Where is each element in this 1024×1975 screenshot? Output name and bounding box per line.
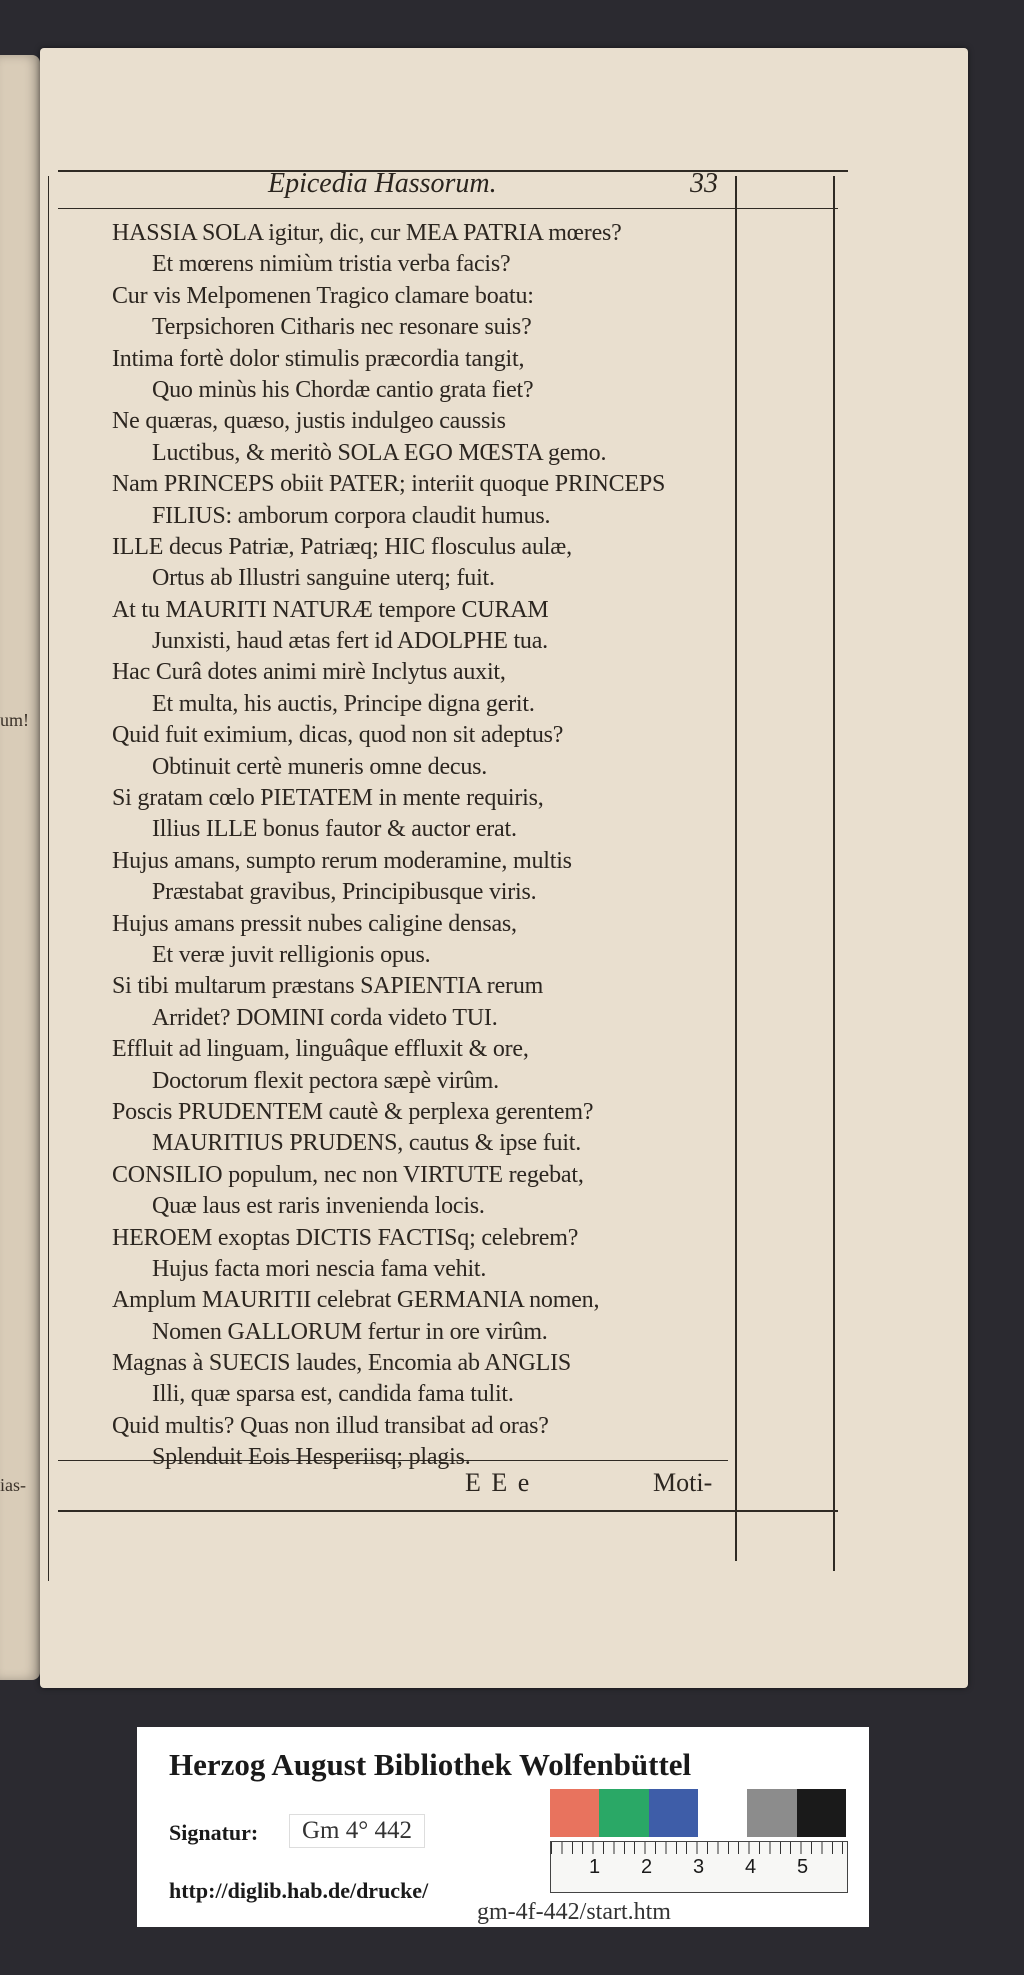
library-url[interactable]: http://diglib.hab.de/drucke/ <box>169 1878 429 1903</box>
footer-rule-lower <box>58 1510 838 1512</box>
color-swatch <box>698 1789 747 1837</box>
verse-line: At tu MAURITI NATURÆ tempore CURAM <box>112 596 549 623</box>
adjacent-page-fragment: um! <box>0 710 29 730</box>
color-swatch <box>599 1789 648 1837</box>
color-swatch <box>550 1789 599 1837</box>
verse-line: CONSILIO populum, nec non VIRTUTE regebat, <box>112 1161 584 1188</box>
verse-line: Luctibus, & meritò SOLA EGO MŒSTA gemo. <box>152 439 607 466</box>
verse-line: Hujus amans, sumpto rerum moderamine, multis <box>112 847 572 874</box>
verse-line: Quo minùs his Chordæ cantio grata fiet? <box>152 376 534 403</box>
verse-line: Effluit ad linguam, linguâque effluxit & ore, <box>112 1036 529 1063</box>
verse-line: MAURITIUS PRUDENS, cautus & ipse fuit. <box>152 1130 582 1157</box>
ruler-number: 2 <box>641 1856 653 1878</box>
color-swatch <box>797 1789 846 1837</box>
verse-line: Hac Curâ dotes animi mirè Inclytus auxit, <box>112 659 506 686</box>
book-page <box>40 48 968 1688</box>
ruler-number: 4 <box>745 1856 757 1878</box>
verse-line: FILIUS: amborum corpora claudit humus. <box>152 502 551 529</box>
catchword: Moti- <box>653 1468 713 1497</box>
verse-line: Obtinuit certè muneris omne decus. <box>152 753 488 780</box>
verse-block <box>112 218 812 1474</box>
verse-line: Ortus ab Illustri sanguine uterq; fuit. <box>152 565 495 592</box>
ruler-number: 1 <box>589 1856 601 1878</box>
measurement-ruler <box>550 1841 848 1893</box>
verse-line: Et multa, his auctis, Principe digna gerit. <box>152 690 535 717</box>
ruler-number: 5 <box>797 1856 809 1878</box>
verse-line: Et veræ juvit relligionis opus. <box>152 941 431 968</box>
verse-line: Poscis PRUDENTEM cautè & perplexa gerentem? <box>112 1098 594 1125</box>
verse-line: Ne quæras, quæso, justis indulgeo caussis <box>112 408 506 435</box>
verse-line: ILLE decus Patriæ, Patriæq; HIC flosculus aulæ, <box>112 533 572 560</box>
verse-line: HEROEM exoptas DICTIS FACTISq; celebrem? <box>112 1224 579 1251</box>
verse-line: Illi, quæ sparsa est, candida fama tulit. <box>152 1381 514 1408</box>
verse-line: Arridet? DOMINI corda videto TUI. <box>152 1004 498 1031</box>
verse-line: Cur vis Melpomenen Tragico clamare boatu: <box>112 282 534 309</box>
color-swatch <box>747 1789 796 1837</box>
verse-line: Junxisti, haud ætas fert id ADOLPHE tua. <box>152 628 548 655</box>
library-url-path[interactable]: gm-4f-442/start.htm <box>477 1899 671 1925</box>
color-calibration-bar <box>550 1789 846 1837</box>
verse-line: Illius ILLE bonus fautor & auctor erat. <box>152 816 517 843</box>
color-swatch <box>649 1789 698 1837</box>
verse-line: Si gratam cœlo PIETATEM in mente requiris, <box>112 785 544 812</box>
verse-line: HASSIA SOLA igitur, dic, cur MEA PATRIA mœres? <box>112 220 622 246</box>
verse-line: Quid multis? Quas non illud transibat ad oras? <box>112 1412 549 1439</box>
verse-line: Terpsichoren Citharis nec resonare suis? <box>152 314 532 341</box>
ruler-number: 3 <box>693 1856 705 1878</box>
verse-line: Præstabat gravibus, Principibusque viris. <box>152 879 537 906</box>
verse-line: Nomen GALLORUM fertur in ore virûm. <box>152 1318 548 1345</box>
verse-line: Splenduit Eois Hesperiisq; plagis. <box>152 1444 471 1471</box>
verse-line: Amplum MAURITII celebrat GERMANIA nomen, <box>112 1287 600 1314</box>
verse-line: Quid fuit eximium, dicas, quod non sit adeptus? <box>112 722 564 749</box>
verse-line: Magnas à SUECIS laudes, Encomia ab ANGLIS <box>112 1350 572 1377</box>
adjacent-page-edge <box>0 55 40 1680</box>
running-head: Epicedia Hassorum. <box>268 168 497 199</box>
page-number: 33 <box>690 168 718 199</box>
left-border-rule <box>48 176 49 1581</box>
verse-line: Hujus facta mori nescia fama vehit. <box>152 1255 487 1282</box>
signatur-label: Signatur: <box>169 1820 259 1845</box>
adjacent-page-fragment: ias- <box>0 1475 26 1495</box>
outer-border-rule <box>833 176 835 1571</box>
verse-line: Nam PRINCEPS obiit PATER; interiit quoque PRINCEPS <box>112 471 666 498</box>
signatur-value: Gm 4° 442 <box>289 1814 425 1848</box>
header-rule-lower <box>58 208 838 209</box>
verse-line: Si tibi multarum præstans SAPIENTIA rerum <box>112 973 544 1000</box>
library-label <box>137 1727 869 1927</box>
verse-line: Hujus amans pressit nubes caligine densas, <box>112 910 517 937</box>
verse-line: Et mœrens nimiùm tristia verba facis? <box>152 251 511 278</box>
verse-line: Doctorum flexit pectora sæpè virûm. <box>152 1067 499 1094</box>
verse-line: Intima fortè dolor stimulis præcordia tangit, <box>112 345 525 372</box>
library-title: Herzog August Bibliothek Wolfenbüttel <box>169 1747 692 1782</box>
verse-line: Quæ laus est raris invenienda locis. <box>152 1193 485 1220</box>
signature-mark: E E e <box>465 1468 532 1497</box>
